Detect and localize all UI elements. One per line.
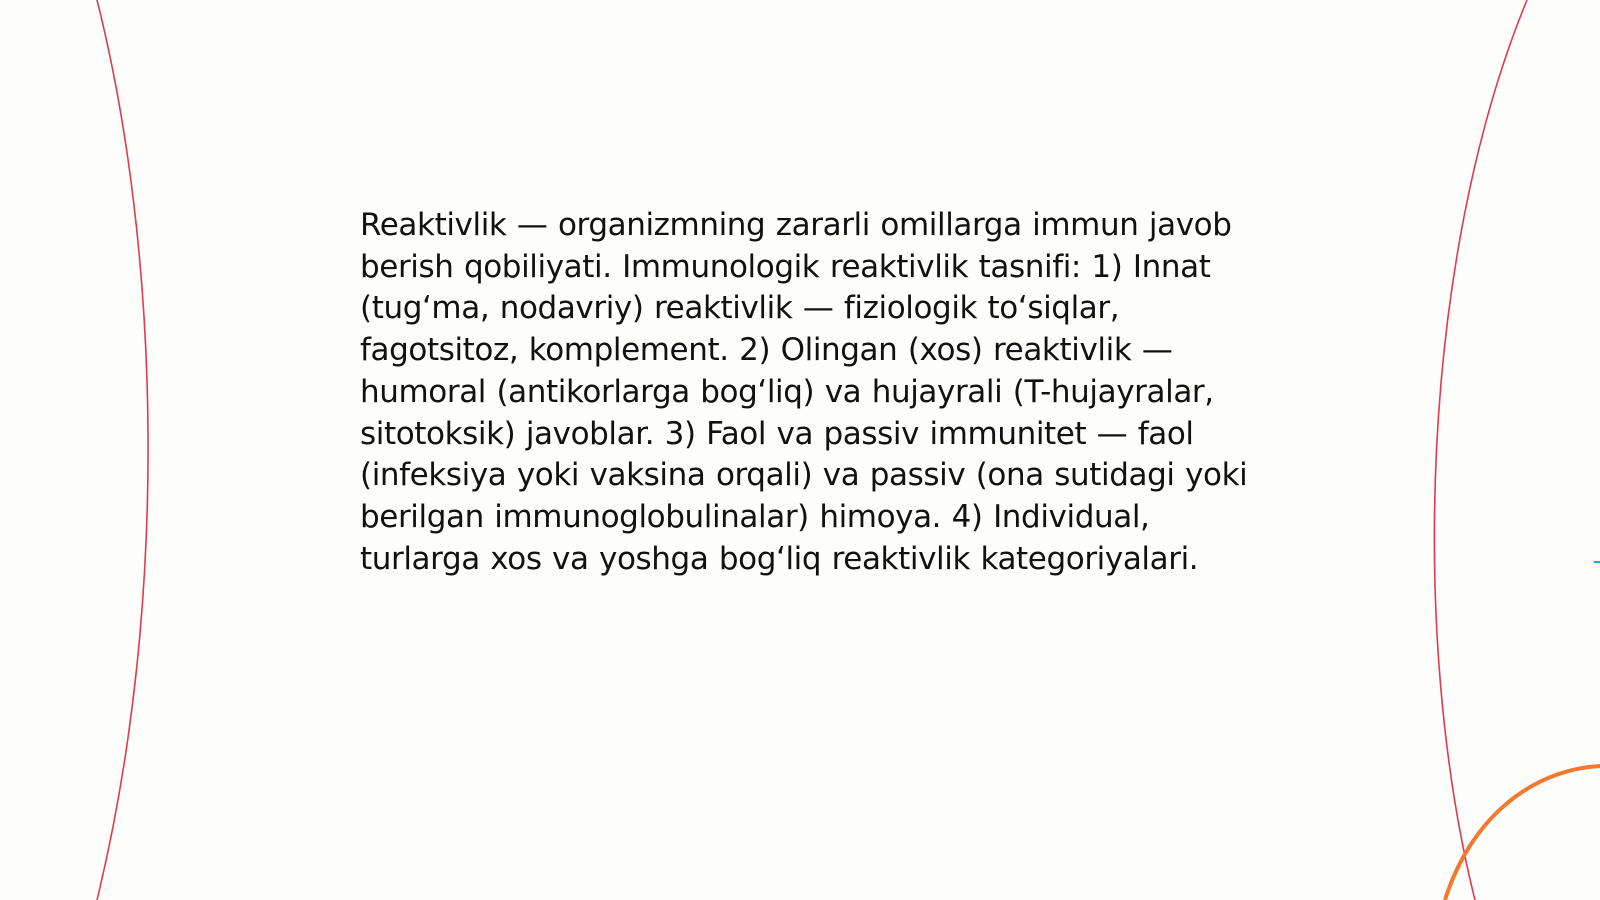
right-curve	[1434, 0, 1527, 900]
slide-body-text: Reaktivlik — organizmning zararli omillarga immun javob berish qobiliyati. Immunologik reaktivlik tasnifi: 1) Innat (tug‘ma, nodavriy) reaktivlik — fiziologik to‘siqlar, fagotsitoz, komplement. 2) Olingan (xos) reaktivlik — humoral (antikorlarga bog‘liq) va hujayrali (T-hujayralar, sitotoksik) javoblar. 3) Faol va passiv immunitet — faol (infeksiya yoki vaksina orqali) va passiv (ona sutidagi yoki berilgan immunoglobulinalar) himoya. 4) Individual, turlarga xos va yoshga bog‘liq reaktivlik kategoriyalari.	[360, 207, 1248, 577]
orange-arc	[1445, 766, 1600, 900]
left-curve	[97, 0, 148, 900]
